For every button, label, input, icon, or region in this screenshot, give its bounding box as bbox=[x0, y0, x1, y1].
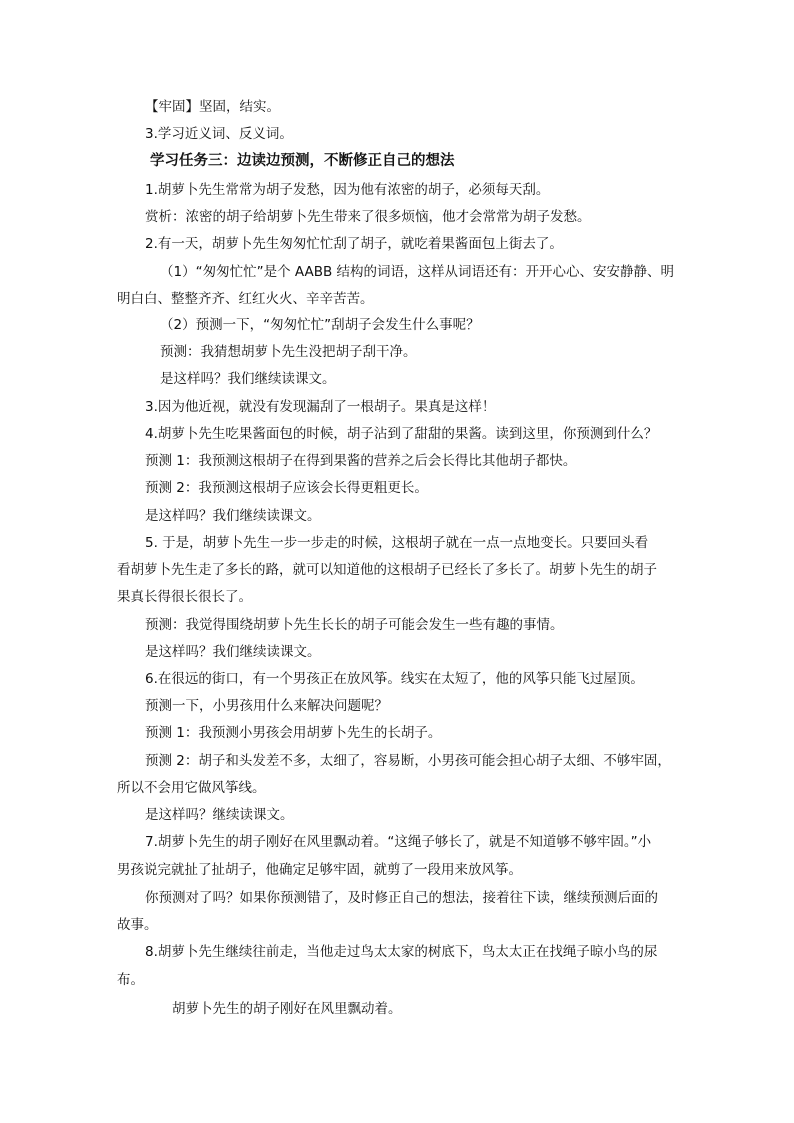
text-line: 布。 bbox=[117, 972, 144, 988]
text-line: 8.胡萝卜先生继续往前走，当他走过鸟太太家的树底下，鸟太太正在找绳子晾小鸟的尿 bbox=[145, 944, 658, 960]
text-line: 【牢固】坚固，结实。 bbox=[145, 99, 280, 115]
text-line: 预测 1：我预测这根胡子在得到果酱的营养之后会长得比其他胡子都快。 bbox=[145, 453, 577, 469]
text-line: 是这样吗？继续读课文。 bbox=[145, 807, 294, 823]
text-line: 1.胡萝卜先生常常为胡子发愁，因为他有浓密的胡子，必须每天刮。 bbox=[145, 182, 550, 198]
text-line: 3.学习近义词、反义词。 bbox=[145, 126, 293, 142]
text-line: 6.在很远的街口，有一个男孩正在放风筝。线实在太短了，他的风筝只能飞过屋顶。 bbox=[145, 671, 644, 687]
text-line: 所以不会用它做风筝线。 bbox=[117, 780, 266, 796]
text-line: 4.胡萝卜先生吃果酱面包的时候，胡子沾到了甜甜的果酱。读到这里，你预测到什么？ bbox=[145, 426, 658, 442]
text-line: 预测 2：胡子和头发差不多，太细了，容易断，小男孩可能会担心胡子太细、不够牢固， bbox=[145, 753, 671, 769]
text-line: 5. 于是，胡萝卜先生一步一步走的时候，这根胡子就在一点一点地变长。只要回头看 bbox=[145, 535, 649, 551]
text-line: （1）“匆匆忙忙”是个 AABB 结构的词语，这样从词语还有：开开心心、安安静静、明 bbox=[160, 264, 675, 280]
text-line: 是这样吗？我们继续读课文。 bbox=[145, 644, 321, 660]
text-line: 2.有一天，胡萝卜先生匆匆忙忙刮了胡子，就吃着果酱面包上街去了。 bbox=[145, 236, 563, 252]
text-line: 男孩说完就扯了扯胡子，他确定足够牢固，就剪了一段用来放风筝。 bbox=[117, 862, 522, 878]
text-line: 3.因为他近视，就没有发现漏刮了一根胡子。果真是这样！ bbox=[145, 399, 496, 415]
text-line: 预测：我觉得围绕胡萝卜先生长长的胡子可能会发生一些有趣的事情。 bbox=[145, 617, 564, 633]
text-line: 胡萝卜先生的胡子刚好在风里飘动着。 bbox=[172, 1001, 402, 1017]
text-line: 预测 1：我预测小男孩会用胡萝卜先生的长胡子。 bbox=[145, 725, 442, 741]
text-line: 看胡萝卜先生走了多长的路，就可以知道他的这根胡子已经长了多长了。胡萝卜先生的胡子 bbox=[117, 562, 657, 578]
text-line: （2）预测一下，“匆匆忙忙”刮胡子会发生什么事呢？ bbox=[160, 317, 480, 333]
text-line: 赏析：浓密的胡子给胡萝卜先生带来了很多烦恼，他才会常常为胡子发愁。 bbox=[145, 209, 591, 225]
text-line: 预测一下，小男孩用什么来解决问题呢？ bbox=[145, 698, 388, 714]
text-line: 故事。 bbox=[117, 917, 158, 933]
text-line: 7.胡萝卜先生的胡子刚好在风里飘动着。“这绳子够长了，就是不知道够不够牢固。”小 bbox=[145, 834, 652, 850]
text-line: 果真长得很长很长了。 bbox=[117, 589, 252, 605]
text-line: 明白白、整整齐齐、红红火火、辛辛苦苦。 bbox=[117, 291, 374, 307]
text-line: 预测：我猜想胡萝卜先生没把胡子刮干净。 bbox=[160, 344, 417, 360]
text-line: 是这样吗？我们继续读课文。 bbox=[145, 508, 321, 524]
text-line: 是这样吗？我们继续读课文。 bbox=[160, 371, 336, 387]
section-heading: 学习任务三：边读边预测，不断修正自己的想法 bbox=[150, 153, 455, 169]
text-line: 预测 2：我预测这根胡子应该会长得更粗更长。 bbox=[145, 480, 428, 496]
text-line: 你预测对了吗？如果你预测错了，及时修正自己的想法，接着往下读，继续预测后面的 bbox=[145, 890, 658, 906]
